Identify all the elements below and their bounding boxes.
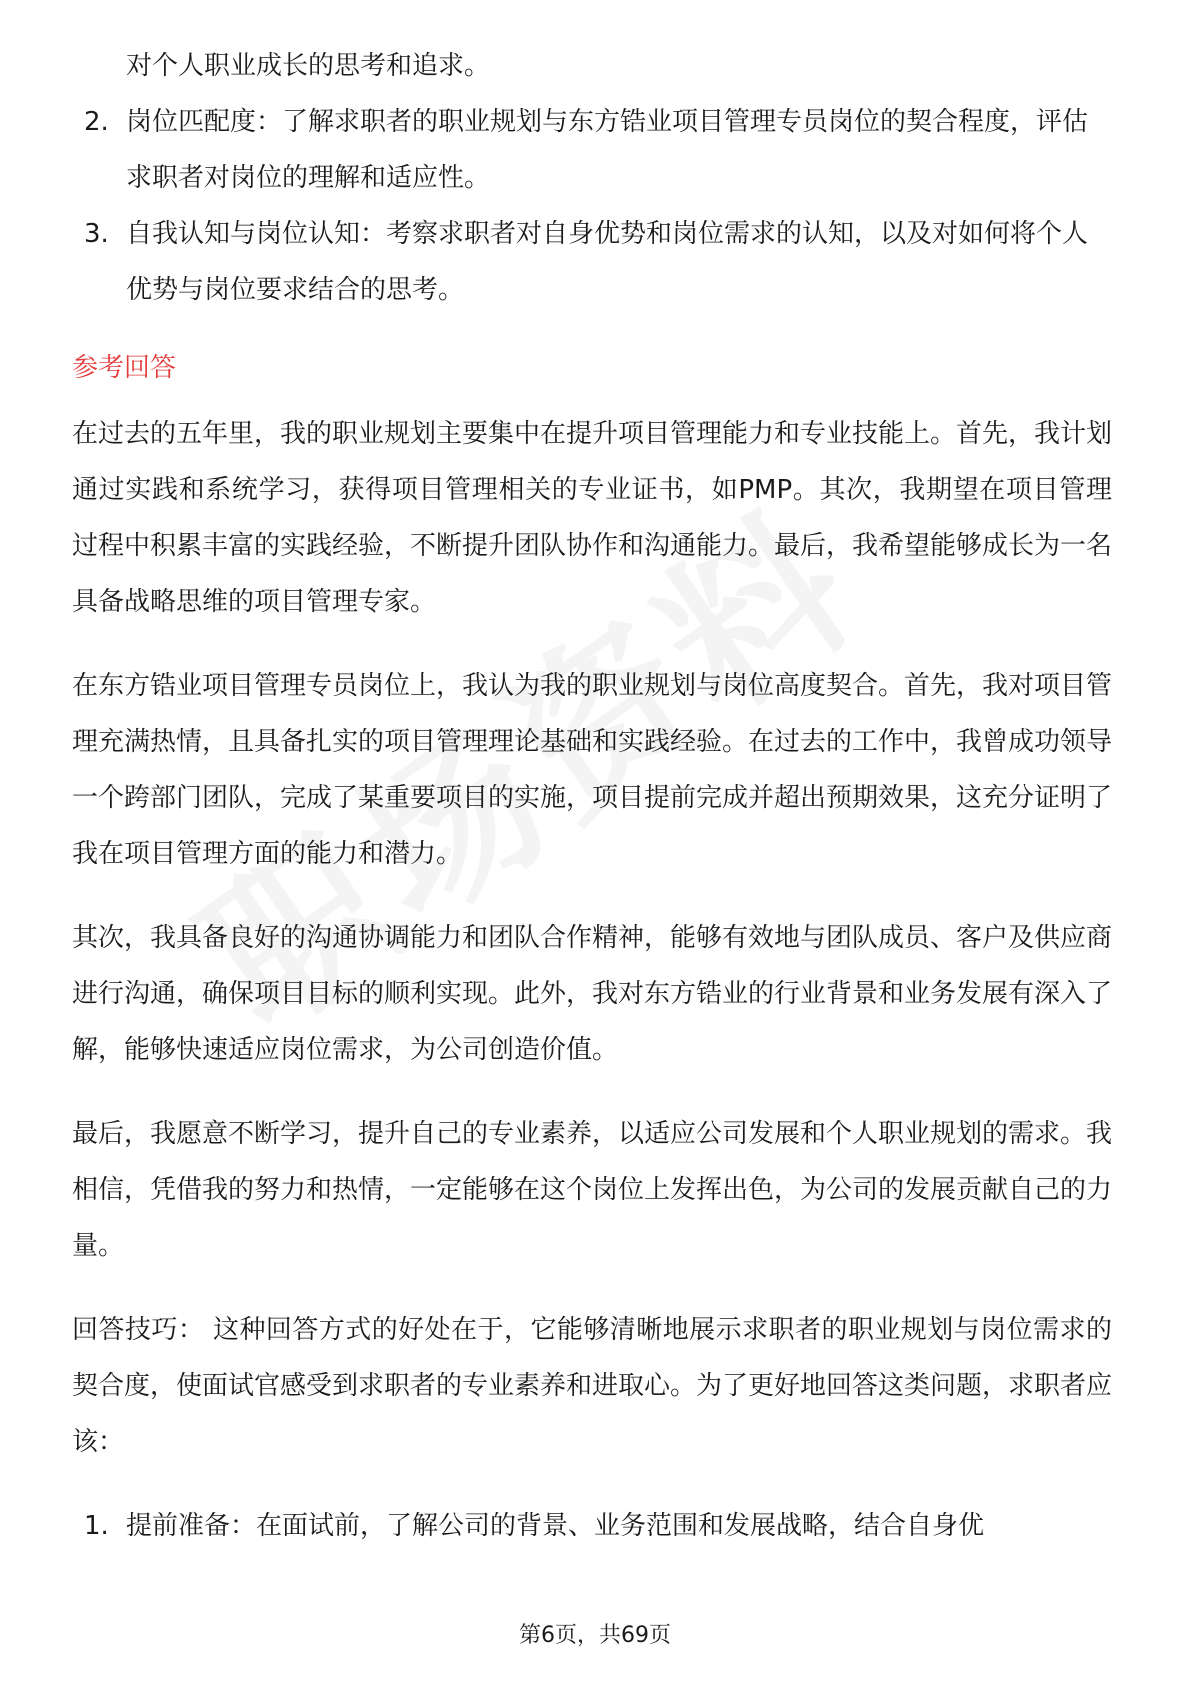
list-number: 3. <box>84 219 109 249</box>
reference-answer-heading: 参考回答 <box>72 353 177 383</box>
answer-tips-paragraph: 回答技巧： 这种回答方式的好处在于，它能够清晰地展示求职者的职业规划与岗位需求的契合度，使面试官感受到求职者的专业素养和进取心。为了更好地回答这类问题，求职者应该： <box>72 1315 1113 1457</box>
page-footer: 第6页，共69页 <box>519 1623 671 1648</box>
list-item-text: 岗位匹配度：了解求职者的职业规划与东方锆业项目管理专员岗位的契合程度，评估求职者对岗位的理解和适应性。 <box>126 107 1089 193</box>
document-body <box>72 38 1112 1554</box>
paragraph: 在东方锆业项目管理专员岗位上，我认为我的职业规划与岗位高度契合。首先，我对项目管理充满热情，且具备扎实的项目管理理论基础和实践经验。在过去的工作中，我曾成功领导一个跨部门团队，完成了某重要项目的实施，项目提前完成并超出预期效果，这充分证明了我在项目管理方面的能力和潜力。 <box>72 671 1113 869</box>
tips-list <box>72 1498 1112 1554</box>
paragraph: 最后，我愿意不断学习，提升自己的专业素养，以适应公司发展和个人职业规划的需求。我相信，凭借我的努力和热情，一定能够在这个岗位上发挥出色，为公司的发展贡献自己的力量。 <box>72 1119 1113 1261</box>
paragraph: 其次，我具备良好的沟通协调能力和团队合作精神，能够有效地与团队成员、客户及供应商进行沟通，确保项目目标的顺利实现。此外，我对东方锆业的行业背景和业务发展有深入了解，能够快速适应岗位需求，为公司创造价值。 <box>72 923 1113 1065</box>
list-item <box>72 206 1112 318</box>
paragraph: 在过去的五年里，我的职业规划主要集中在提升项目管理能力和专业技能上。首先，我计划通过实践和系统学习，获得项目管理相关的专业证书，如PMP。其次，我期望在项目管理过程中积累丰富的实践经验，不断提升团队协作和沟通能力。最后，我希望能够成长为一名具备战略思维的项目管理专家。 <box>72 419 1113 617</box>
list-item <box>72 1498 1112 1554</box>
list-number: 1. <box>84 1511 109 1541</box>
criteria-list <box>72 94 1112 318</box>
list-item-text: 提前准备：在面试前，了解公司的背景、业务范围和发展战略，结合自身优 <box>126 1511 985 1541</box>
list-item-text: 自我认知与岗位认知：考察求职者对自身优势和岗位需求的认知，以及对如何将个人优势与岗位要求结合的思考。 <box>126 219 1089 305</box>
list-item <box>72 94 1112 206</box>
list-number: 2. <box>84 107 109 137</box>
continued-text: 对个人职业成长的思考和追求。 <box>126 51 491 81</box>
